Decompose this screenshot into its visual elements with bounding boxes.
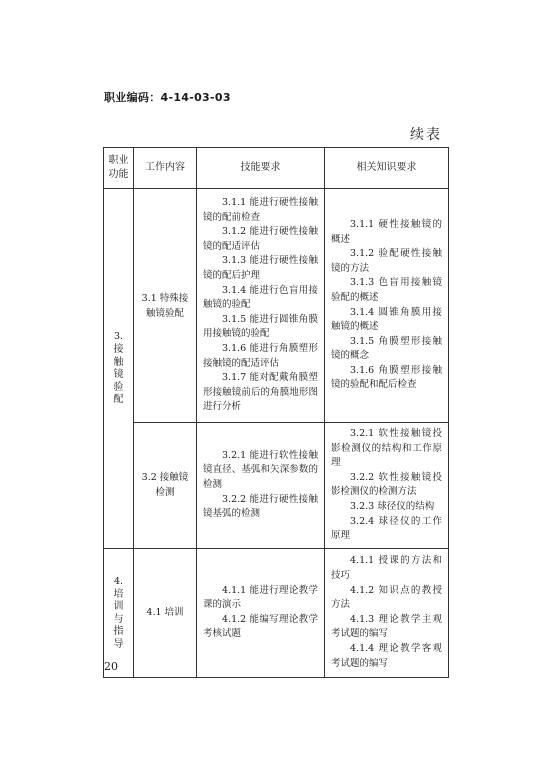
list-item: 3.1.2 验配硬性接触镜的方法 xyxy=(331,248,442,274)
list-item: 4.1.1 能进行理论教学课的演示 xyxy=(203,584,318,611)
knowledge-list xyxy=(325,550,448,675)
table-row xyxy=(104,189,449,423)
function-number: 3. xyxy=(113,331,124,343)
function-number: 4. xyxy=(113,575,124,587)
table-row xyxy=(104,423,449,549)
header-function: 职业 功能 xyxy=(104,148,134,189)
list-item: 3.1.3 色盲用接触镜验配的概述 xyxy=(331,277,442,303)
knowledge-requirements-cell xyxy=(325,423,449,549)
work-content-cell: 4.1 培训 xyxy=(134,548,197,677)
list-item: 3.2.1 软性接触镜投影检测仪的结构和工作原理 xyxy=(331,428,442,469)
list-item: 3.1.5 能进行圆锥角膜用接触镜的验配 xyxy=(203,313,318,340)
list-item: 3.1.5 角膜塑形接触镜的概念 xyxy=(331,335,442,362)
list-item: 4.1.2 知识点的教授方法 xyxy=(331,584,442,611)
list-item: 3.1.2 能进行硬性接触镜的配适评估 xyxy=(203,226,318,252)
list-item: 4.1.3 理论教学主观考试题的编写 xyxy=(331,613,442,640)
knowledge-list xyxy=(325,423,448,548)
list-item: 3.1.6 能进行角膜塑形接触镜的配适评估 xyxy=(203,342,318,369)
occupation-code: 职业编码：4-14-03-03 xyxy=(104,91,231,104)
list-item: 3.1.4 能进行色盲用接触镜的验配 xyxy=(203,284,318,311)
work-content-cell: 3.2 接触镜检测 xyxy=(134,423,197,549)
list-item: 4.1.2 能编写理论教学考核试题 xyxy=(203,613,318,640)
header-skill-requirements: 技能要求 xyxy=(197,148,325,189)
table-header-row xyxy=(104,148,449,189)
work-content-cell: 3.1 特殊接触镜验配 xyxy=(134,189,197,423)
list-item: 3.1.7 能对配戴角膜塑形接触镜前后的角膜地形图进行分析 xyxy=(203,372,318,413)
skill-requirements-cell xyxy=(197,189,325,423)
list-item: 3.1.1 硬性接触镜的概述 xyxy=(331,218,442,245)
list-item: 3.2.1 能进行软性接触镜直径、基弧和矢深参数的检测 xyxy=(203,449,318,491)
page-number: 20 xyxy=(104,660,118,673)
skills-requirements-table xyxy=(103,147,449,678)
header-work-content: 工作内容 xyxy=(134,148,197,189)
list-item: 4.1.4 理论教学客观考试题的编写 xyxy=(331,642,442,669)
function-cell-3 xyxy=(104,189,134,549)
list-item: 3.1.3 能进行硬性接触镜的配后护理 xyxy=(203,255,318,282)
function-name: 接触镜验配 xyxy=(113,344,124,406)
list-item: 4.1.1 授课的方法和技巧 xyxy=(331,555,442,581)
list-item: 3.1.6 角膜塑形接触镜的验配和配后检查 xyxy=(331,364,442,391)
table-row xyxy=(104,548,449,677)
skill-requirements-cell xyxy=(197,423,325,549)
list-item: 3.2.2 软性接触镜投影检测仪的检测方法 xyxy=(331,471,442,498)
list-item: 3.2.3 球径仪的结构 xyxy=(350,500,435,512)
continued-label: 续表 xyxy=(410,127,442,143)
list-item: 3.2.2 能进行硬性接触镜基弧的检测 xyxy=(203,493,318,520)
list-item: 3.2.4 球径仪的工作原理 xyxy=(331,515,442,542)
knowledge-requirements-cell xyxy=(325,548,449,677)
skill-list xyxy=(197,580,324,646)
function-name: 培训与指导 xyxy=(113,588,124,650)
function-cell-4 xyxy=(104,548,134,677)
list-item: 3.1.1 能进行硬性接触镜的配前检查 xyxy=(203,197,318,223)
skill-list xyxy=(197,192,324,419)
knowledge-list xyxy=(325,214,448,397)
skill-requirements-cell xyxy=(197,548,325,677)
header-knowledge-requirements: 相关知识要求 xyxy=(325,148,449,189)
knowledge-requirements-cell xyxy=(325,189,449,423)
skill-list xyxy=(197,445,324,526)
list-item: 3.1.4 圆锥角膜用接触镜的概述 xyxy=(331,306,442,333)
